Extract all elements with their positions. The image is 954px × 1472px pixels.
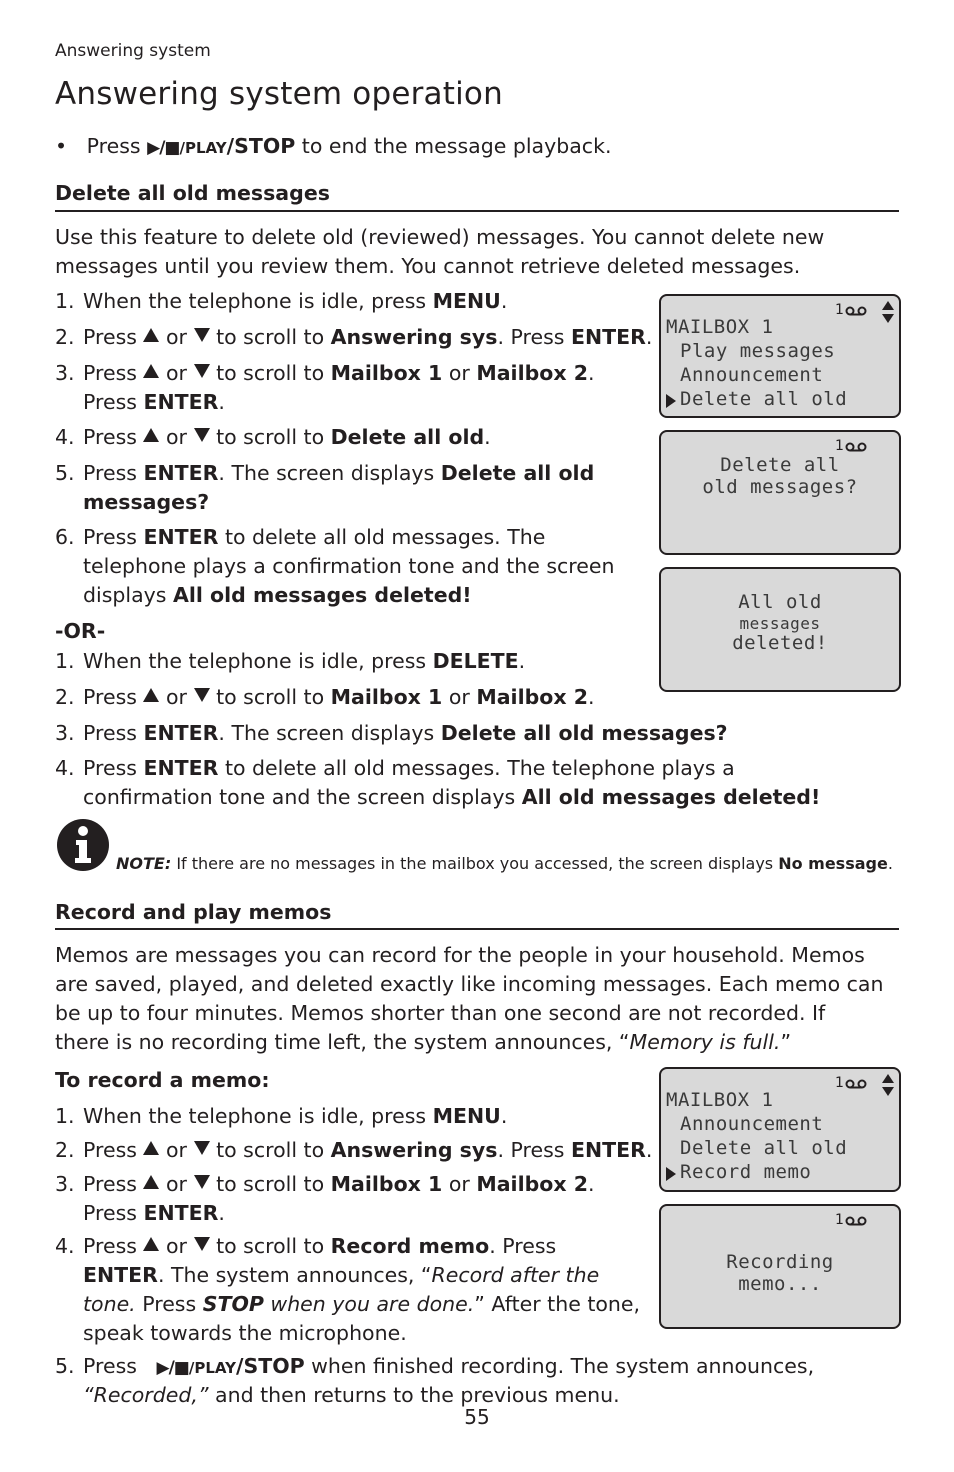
step-continuation: displays All old messages deleted!: [83, 583, 472, 607]
step-continuation: speak towards the microphone.: [83, 1321, 407, 1345]
step-continuation: Press ENTER.: [83, 1201, 225, 1225]
tape-icon: [845, 1216, 867, 1226]
down-arrow-icon: [194, 364, 210, 378]
play-stop-icon: ▶/■: [147, 138, 180, 158]
section-heading-delete: Delete all old messages: [55, 181, 330, 205]
lcd-screen-delete-confirm: 1 Delete all old messages?: [659, 430, 901, 555]
down-arrow-icon: [194, 1175, 210, 1189]
step-continuation: “Recorded,” and then returns to the previous menu.: [83, 1383, 620, 1407]
tape-icon: [845, 1079, 867, 1089]
up-arrow-icon: [143, 1175, 159, 1189]
scroll-arrows-icon: [881, 1073, 895, 1097]
up-arrow-icon: [143, 1141, 159, 1155]
step-continuation: telephone plays a confirmation tone and the screen: [83, 554, 615, 578]
lcd-screen-record-menu: 1 MAILBOX 1 Announcement Delete all old Record memo: [659, 1067, 901, 1192]
up-arrow-icon: [143, 328, 159, 342]
mailbox-indicator: 1: [835, 1212, 844, 1228]
lcd-screen-recording: 1 Recording memo...: [659, 1204, 901, 1329]
lcd-screen-mailbox-menu: 1 MAILBOX 1 Play messages Announcement Delete all old: [659, 294, 901, 418]
tape-icon: [845, 442, 867, 452]
up-arrow-icon: [143, 364, 159, 378]
page-number: 55: [464, 1405, 490, 1429]
up-arrow-icon: [143, 1237, 159, 1251]
delete-paragraph: Use this feature to delete old (reviewed) messages. You cannot delete new messages until you review them. You cannot retrieve deleted messages.: [55, 225, 825, 278]
mailbox-indicator: 1: [835, 302, 844, 318]
scroll-arrows-icon: [881, 300, 895, 324]
up-arrow-icon: [143, 688, 159, 702]
tape-icon: [845, 306, 867, 316]
step-continuation: tone. Press STOP when you are done.” After the tone,: [83, 1292, 641, 1316]
selection-cursor-icon: [666, 394, 676, 408]
mailbox-indicator: 1: [835, 1075, 844, 1091]
mailbox-indicator: 1: [835, 438, 844, 454]
or-label: -OR-: [55, 619, 106, 643]
page-title: Answering system operation: [55, 76, 503, 112]
section-divider: [55, 928, 899, 930]
memo-paragraph: Memos are messages you can record for the people in your household. Memos are saved, played, and deleted exactly like incoming messages. Each memo can be up to four minutes. Memos shorter than one second are not recorded. If there is no recording time left, the system announces, “Memory is full.”: [55, 943, 884, 1054]
step-continuation: ENTER. The system announces, “Record after the: [83, 1263, 600, 1287]
down-arrow-icon: [194, 1141, 210, 1155]
down-arrow-icon: [194, 428, 210, 442]
sub-heading-record-memo: To record a memo:: [55, 1068, 270, 1092]
down-arrow-icon: [194, 688, 210, 702]
step-continuation: confirmation tone and the screen displays All old messages deleted!: [83, 785, 821, 809]
up-arrow-icon: [143, 428, 159, 442]
intro-bullet: • Press ▶/■/PLAY/STOP to end the message playback.: [55, 134, 612, 158]
step-continuation: Press ENTER.: [83, 390, 225, 414]
play-stop-icon: ▶/■: [156, 1358, 189, 1378]
selection-cursor-icon: [666, 1167, 676, 1181]
down-arrow-icon: [194, 328, 210, 342]
section-heading-memo: Record and play memos: [55, 900, 332, 924]
section-divider: [55, 210, 899, 212]
lcd-screen-deleted: All old messages deleted!: [659, 567, 901, 692]
info-icon: [56, 818, 110, 872]
step-continuation: messages?: [83, 490, 210, 514]
note-text: NOTE: If there are no messages in the mailbox you accessed, the screen displays No message.: [116, 854, 893, 873]
down-arrow-icon: [194, 1237, 210, 1251]
section-header: Answering system: [55, 41, 211, 61]
